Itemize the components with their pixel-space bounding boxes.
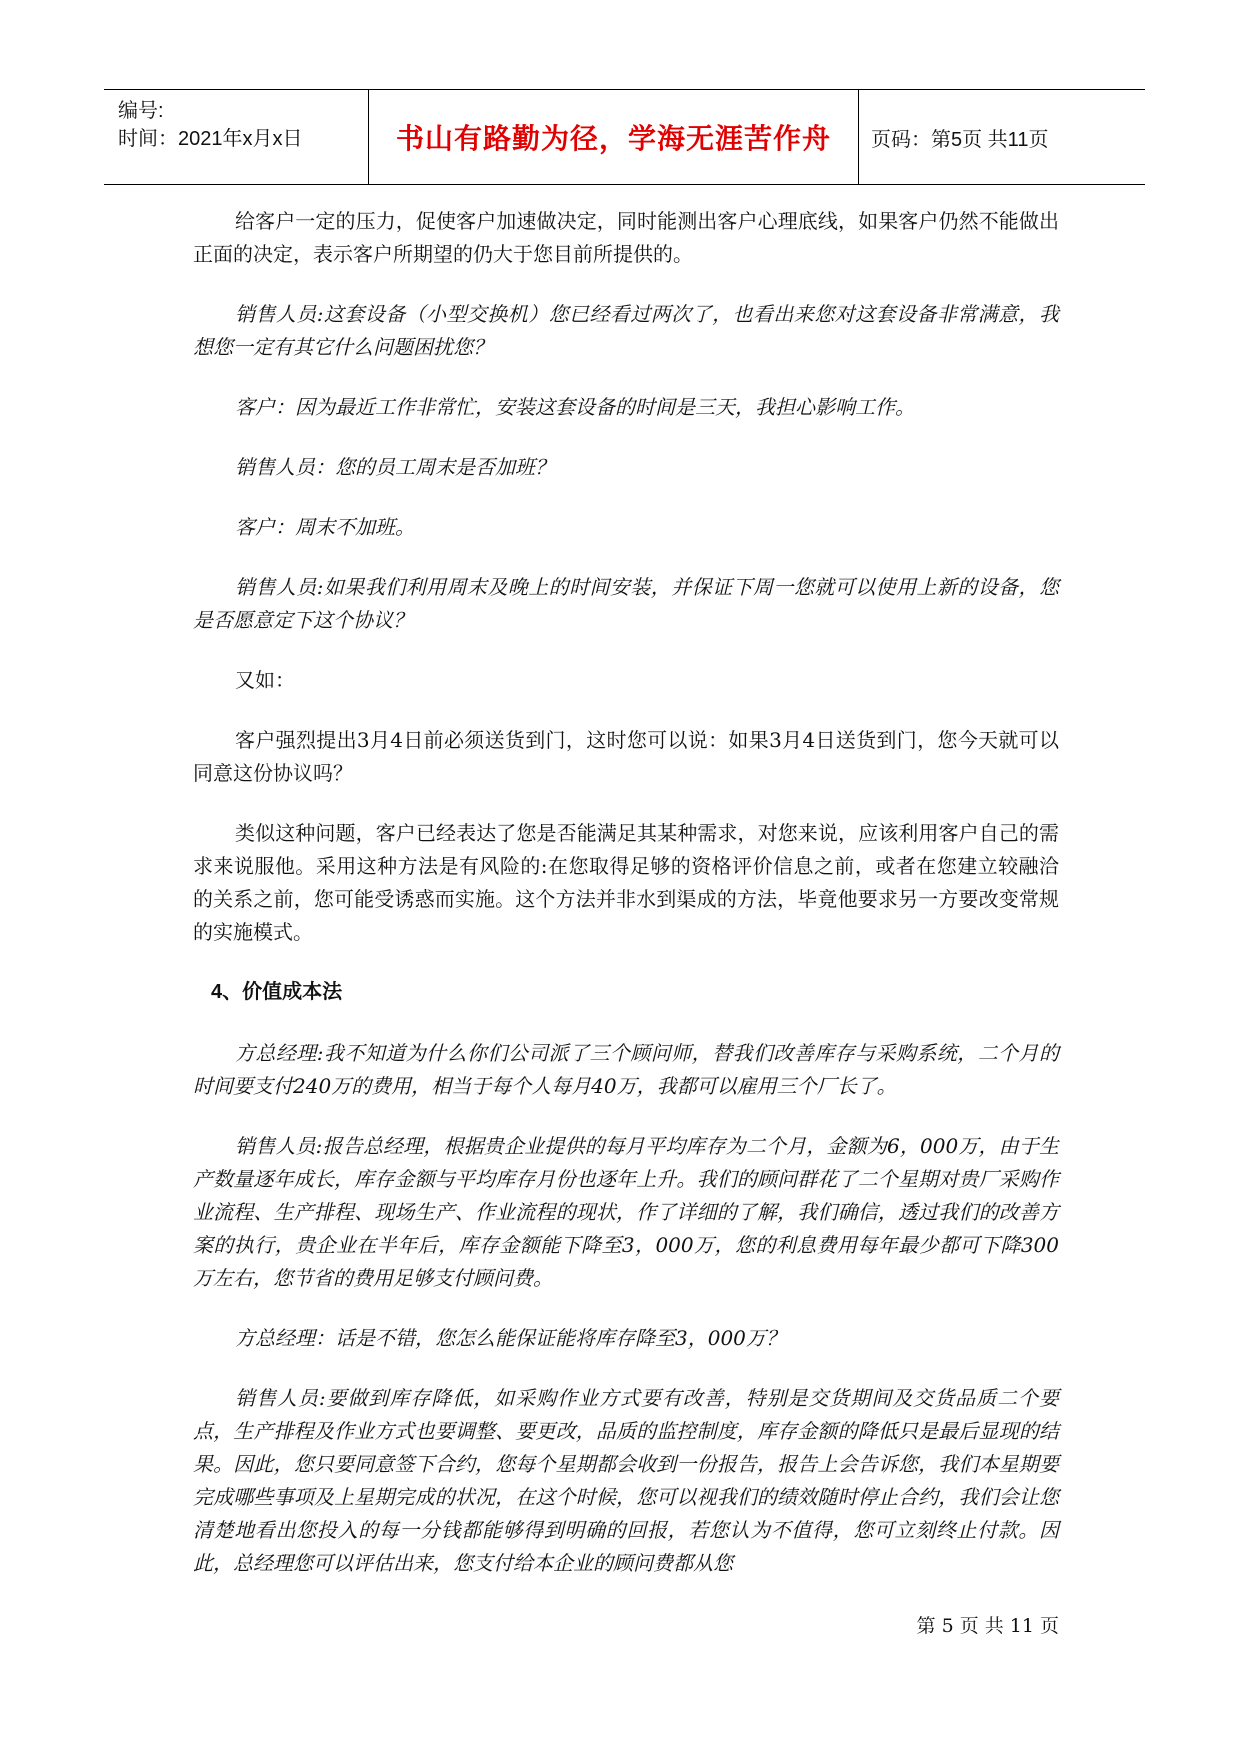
dialogue-paragraph: 销售人员:这套设备（小型交换机）您已经看过两次了，也看出来您对这套设备非常满意，我想您一定有其它什么问题困扰您？ [193,302,1059,359]
paragraph: 又如： [235,668,295,692]
dialogue-paragraph: 销售人员:如果我们利用周末及晚上的时间安装，并保证下周一您就可以使用上新的设备，您是否愿意定下这个协议？ [193,575,1059,632]
header-page-label: 页码：第5页 共11页 [871,128,1049,151]
paragraph: 类似这种问题，客户已经表达了您是否能满足其某种需求，对您来说，应该利用客户自己的需求来说服他。采用这种方法是有风险的:在您取得足够的资格评价信息之前，或者在您建立较融洽的关系之前，您可能受诱惑而实施。这个方法并非水到渠成的方法，毕竟他要求另一方要改变常规的实施模式。 [193,821,1059,944]
section-heading: 4、价值成本法 [211,981,343,1003]
paragraph: 给客户一定的压力，促使客户加速做决定，同时能测出客户心理底线，如果客户仍然不能做出正面的决定，表示客户所期望的仍大于您目前所提供的。 [193,209,1059,266]
page-footer: 第 5 页 共 11 页 [916,1615,1059,1637]
header-motto-cell [369,90,859,184]
dialogue-paragraph: 销售人员：您的员工周末是否加班？ [235,455,555,479]
paragraph: 客户强烈提出3月4日前必须送货到门，这时您可以说：如果3月4日送货到门，您今天就可以同意这份协议吗？ [193,728,1059,785]
page-header [104,89,1145,185]
header-motto: 书山有路勤为径，学海无涯苦作舟 [395,122,831,155]
dialogue-paragraph: 方总经理:我不知道为什么你们公司派了三个顾问师，替我们改善库存与采购系统，二个月的时间要支付240万的费用，相当于每个人每月40万，我都可以雇用三个厂长了。 [193,1041,1059,1098]
header-page-cell [859,90,1145,184]
dialogue-paragraph: 客户：因为最近工作非常忙，安装这套设备的时间是三天，我担心影响工作。 [235,395,915,419]
dialogue-paragraph: 方总经理：话是不错，您怎么能保证能将库存降至3，000万？ [235,1326,786,1350]
document-body [193,205,1059,1607]
header-meta-cell [104,90,369,184]
dialogue-paragraph: 销售人员:要做到库存降低，如采购作业方式要有改善，特别是交货期间及交货品质二个要点，生产排程及作业方式也要调整、要更改，品质的监控制度，库存金额的降低只是最后显现的结果。因此，您只要同意签下合约，您每个星期都会收到一份报告，报告上会告诉您，我们本星期要完成哪些事项及上星期完成的状况，在这个时候，您可以视我们的绩效随时停止合约，我们会让您清楚地看出您投入的每一分钱都能够得到明确的回报，若您认为不值得，您可立刻终止付款。因此，总经理您可以评估出来，您支付给本企业的顾问费都从您 [193,1386,1059,1575]
document-number-label: 编号: [118,100,164,122]
document-time-label: 时间：2021年x月x日 [118,128,303,150]
dialogue-paragraph: 销售人员:报告总经理，根据贵企业提供的每月平均库存为二个月，金额为6，000万，由于生产数量逐年成长，库存金额与平均库存月份也逐年上升。我们的顾问群花了二个星期对贵厂采购作业流程、生产排程、现场生产、作业流程的现状，作了详细的了解，我们确信，透过我们的改善方案的执行，贵企业在半年后，库存金额能下降至3，000万，您的利息费用每年最少都可下降300万左右，您节省的费用足够支付顾问费。 [193,1134,1059,1290]
dialogue-paragraph: 客户：周末不加班。 [235,515,415,539]
